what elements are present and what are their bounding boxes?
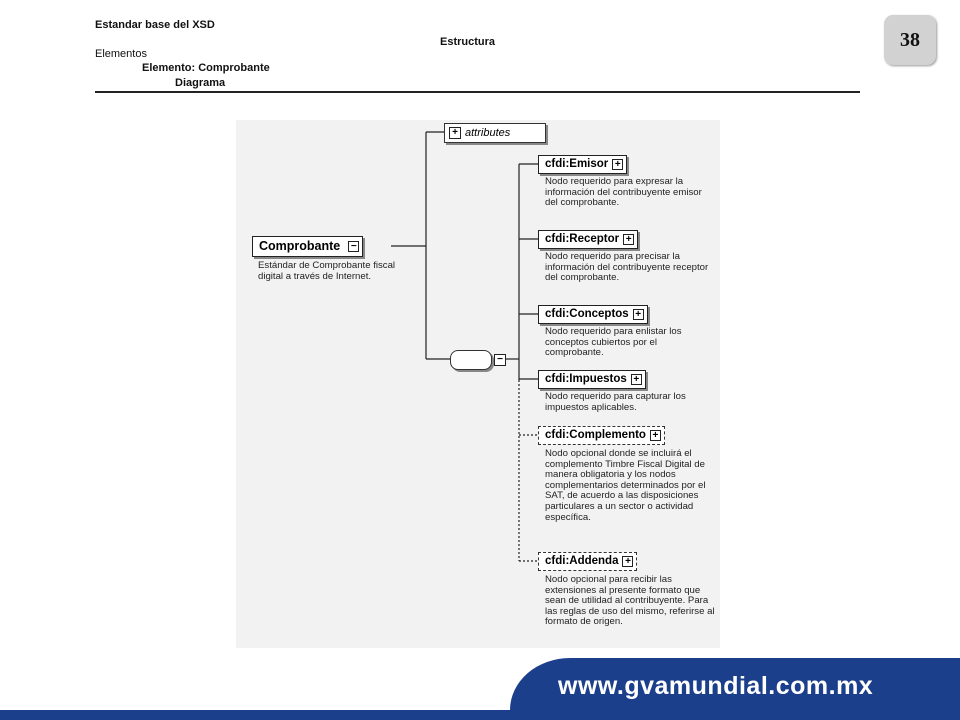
child-node-label: cfdi:Emisor: [545, 158, 609, 170]
expand-plus-icon[interactable]: +: [449, 127, 461, 139]
child-node-label: cfdi:Complemento: [545, 429, 646, 441]
child-node-impuestos[interactable]: [538, 370, 646, 389]
child-node-description: Nodo requerido para enlistar los conceptos cubiertos por el comprobante.: [545, 326, 682, 359]
child-node-label: cfdi:Receptor: [545, 233, 620, 245]
expand-plus-icon[interactable]: +: [633, 309, 644, 320]
root-node-comprobante[interactable]: [252, 236, 363, 257]
section-title: Estructura: [440, 36, 496, 48]
breadcrumb-level3: Diagrama: [175, 77, 226, 89]
child-node-label: cfdi:Conceptos: [545, 308, 629, 320]
attributes-label: attributes: [465, 127, 511, 139]
child-node-complemento[interactable]: [538, 426, 665, 445]
breadcrumb-level2: Elemento: Comprobante: [142, 62, 270, 74]
root-node-label: Comprobante: [259, 239, 341, 253]
expand-plus-icon[interactable]: +: [631, 374, 642, 385]
child-node-label: cfdi:Addenda: [545, 555, 619, 567]
root-node-description: Estándar de Comprobante fiscal digital a través de Internet.: [258, 260, 396, 282]
child-node-label: cfdi:Impuestos: [545, 373, 627, 385]
header-divider: [95, 91, 860, 93]
footer-band: [0, 710, 960, 720]
attributes-node[interactable]: [444, 123, 546, 143]
sequence-compositor: [450, 350, 492, 370]
child-node-description: Nodo opcional para recibir las extensiones al presente formato que sean de utilidad al contribuyente. Para las reglas de uso del mismo, referirse al formato de origen.: [545, 574, 715, 628]
expand-plus-icon[interactable]: +: [612, 159, 623, 170]
child-node-receptor[interactable]: [538, 230, 638, 249]
footer-url: www.gvamundial.com.mx: [558, 672, 874, 700]
child-node-description: Nodo requerido para expresar la información del contribuyente emisor del comprobante.: [545, 176, 702, 209]
expand-plus-icon[interactable]: +: [650, 430, 661, 441]
xsd-diagram: [236, 120, 720, 648]
child-node-description: Nodo requerido para capturar los impuestos aplicables.: [545, 391, 686, 413]
child-node-emisor[interactable]: [538, 155, 627, 174]
child-node-addenda[interactable]: [538, 552, 637, 571]
document-title: Estandar base del XSD: [95, 19, 215, 31]
expand-plus-icon[interactable]: +: [623, 234, 634, 245]
child-node-description: Nodo requerido para precisar la información del contribuyente receptor del comprobante.: [545, 251, 709, 284]
child-node-conceptos[interactable]: [538, 305, 648, 324]
collapse-minus-icon[interactable]: −: [348, 241, 359, 252]
collapse-minus-icon[interactable]: −: [494, 354, 506, 366]
expand-plus-icon[interactable]: +: [622, 556, 633, 567]
child-node-description: Nodo opcional donde se incluirá el complemento Timbre Fiscal Digital de manera obligatoria y los nodos complementarios determinados por el SAT, de acuerdo a las disposiciones particulares a un sector o actividad específica.: [545, 448, 706, 523]
page-number-badge: 38: [884, 15, 936, 65]
breadcrumb-level1: Elementos: [95, 48, 147, 60]
